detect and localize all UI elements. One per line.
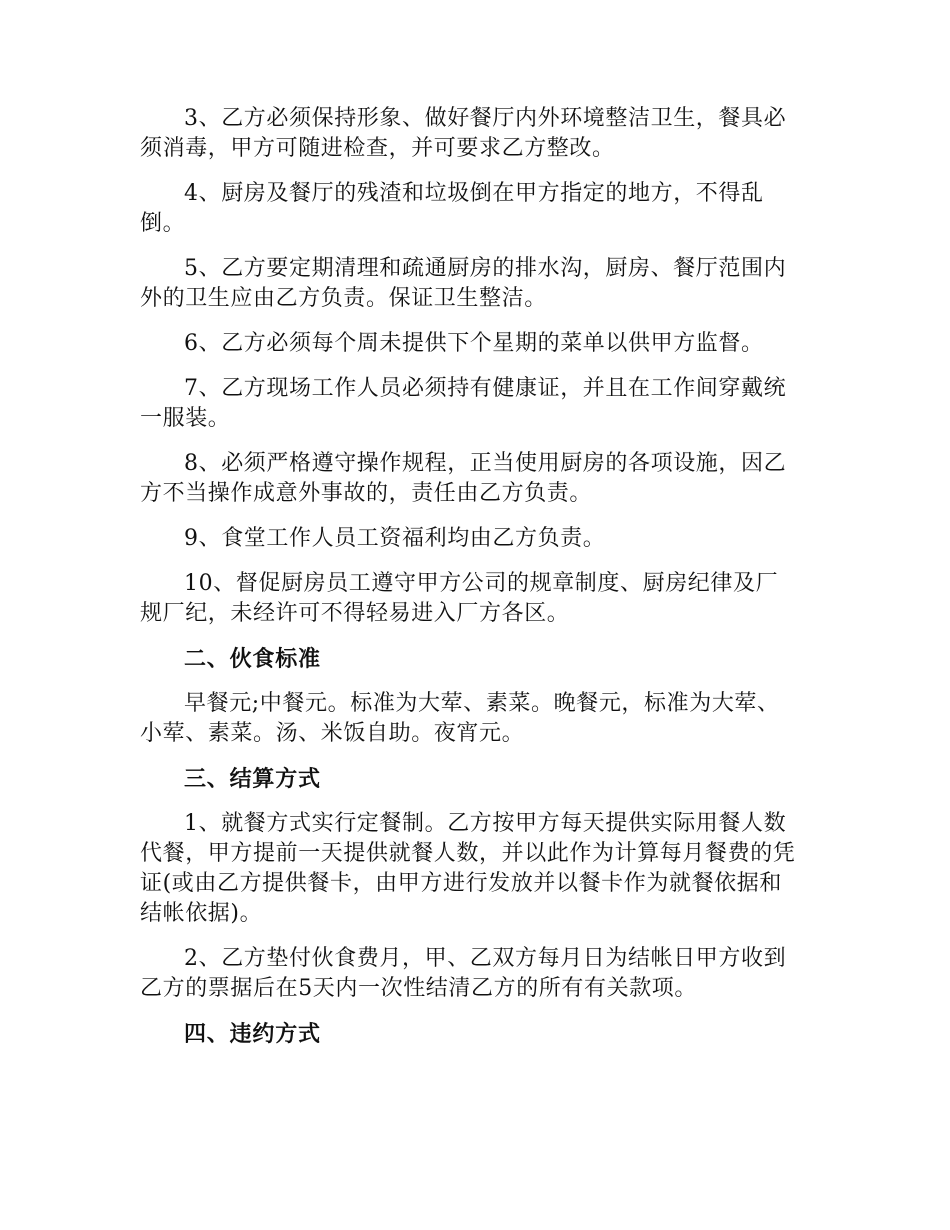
clause-7-paragraph: 7、乙方现场工作人员必须持有健康证，并且在工作间穿戴统一服装。 [140,376,787,431]
settlement-clause-1-paragraph: 1、就餐方式实行定餐制。乙方按甲方每天提供实际用餐人数代餐，甲方提前一天提供就餐人数，并以此作为计算每月餐费的凭证(或由乙方提供餐卡，由甲方进行发放并以餐卡作为就餐依据和结帐依据)。 [140,811,796,926]
settlement-clause-2-paragraph: 2、乙方垫付伙食费月，甲、乙双方每月日为结帐日甲方收到乙方的票据后在5天内一次性结清乙方的所有有关款项。 [140,946,787,1001]
document-page [140,104,800,1064]
clause-9-paragraph: 9、食堂工作人员工资福利均由乙方负责。 [184,526,606,551]
section-heading-breach: 四、违约方式 [184,1021,321,1047]
section-heading-meal-standard: 二、伙食标准 [184,646,321,672]
clause-6-paragraph: 6、乙方必须每个周未提供下个星期的菜单以供甲方监督。 [184,331,764,356]
clause-10-paragraph: 10、督促厨房员工遵守甲方公司的规章制度、厨房纪律及厂规厂纪，未经许可不得轻易进入厂方各区。 [140,571,779,626]
clause-5-paragraph: 5、乙方要定期清理和疏通厨房的排水沟，厨房、餐厅范围内外的卫生应由乙方负责。保证卫生整洁。 [140,256,787,311]
section-heading-settlement: 三、结算方式 [184,766,321,792]
clause-3-paragraph: 3、乙方必须保持形象、做好餐厅内外环境整洁卫生，餐具必须消毒，甲方可随进检查，并可要求乙方整改。 [140,106,787,161]
clause-4-paragraph: 4、厨房及餐厅的残渣和垃圾倒在甲方指定的地方，不得乱倒。 [140,181,764,236]
clause-8-paragraph: 8、必须严格遵守操作规程，正当使用厨房的各项设施，因乙方不当操作成意外事故的，责任由乙方负责。 [140,451,787,506]
meal-standard-paragraph: 早餐元;中餐元。标准为大荤、素菜。晚餐元，标准为大荤、小荤、素菜。汤、米饭自助。夜宵元。 [140,691,780,746]
